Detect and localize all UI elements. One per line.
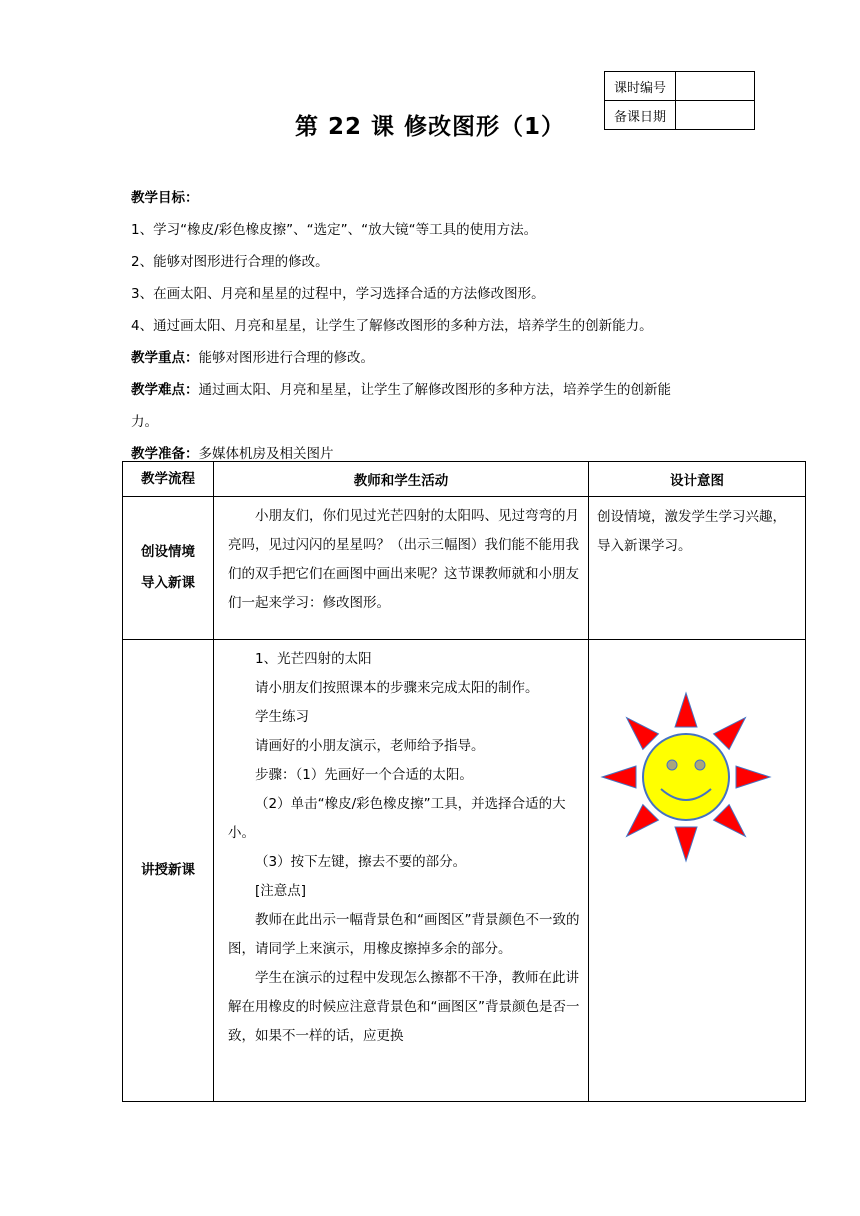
objectives-heading: 教学目标： bbox=[131, 190, 199, 206]
activity-cell bbox=[214, 640, 589, 1102]
difficulty-label: 教学难点： bbox=[131, 382, 199, 398]
activity-text: 小朋友们，你们见过光芒四射的太阳吗、见过弯弯的月亮吗，见过闪闪的星星吗？（出示三幅图）我们能不能用我们的双手把它们在画图中画出来呢？这节课教师就和小朋友们一起来学习：修改图形。 bbox=[228, 508, 579, 611]
difficulty bbox=[131, 374, 741, 406]
sun-left-eye bbox=[667, 760, 677, 770]
activity-line: （2）单击“橡皮/彩色橡皮擦”工具，并选择合适的大小。 bbox=[228, 796, 566, 841]
table-row bbox=[123, 497, 806, 640]
lesson-intro bbox=[131, 182, 741, 470]
page-title: 第 22 课 修改图形（1） bbox=[294, 114, 566, 140]
header-design: 设计意图 bbox=[589, 462, 806, 497]
sun-face bbox=[643, 734, 729, 820]
sun-ray bbox=[627, 805, 659, 837]
sun-ray bbox=[602, 766, 636, 788]
key-point-label: 教学重点： bbox=[131, 350, 199, 366]
stage-line: 导入新课 bbox=[141, 575, 195, 591]
sun-ray bbox=[714, 718, 746, 750]
preparation-text: 多媒体机房及相关图片 bbox=[198, 446, 334, 462]
sun-ray bbox=[675, 693, 697, 727]
activity-line: 步骤：（1）先画好一个合适的太阳。 bbox=[255, 767, 473, 783]
header-stage: 教学流程 bbox=[123, 462, 214, 497]
sun-ray bbox=[627, 718, 659, 750]
activity-line: 教师在此出示一幅背景色和“画图区”背景颜色不一致的图，请同学上来演示，用橡皮擦掉多余的部分。 bbox=[228, 912, 580, 957]
header-activity: 教师和学生活动 bbox=[214, 462, 589, 497]
stage-cell: 讲授新课 bbox=[123, 640, 214, 1102]
difficulty-text: 通过画太阳、月亮和星星，让学生了解修改图形的多种方法，培养学生的创新能 bbox=[198, 382, 671, 398]
sun-ray bbox=[736, 766, 770, 788]
activity-line: [注意点] bbox=[255, 883, 307, 899]
activity-line: （3）按下左键，擦去不要的部分。 bbox=[255, 854, 467, 870]
activity-cell bbox=[214, 497, 589, 640]
design-cell: 创设情境，激发学生学习兴趣，导入新课学习。 bbox=[589, 497, 806, 640]
activity-line: 请小朋友们按照课本的步骤来完成太阳的制作。 bbox=[255, 680, 539, 696]
objective-item: 2、能够对图形进行合理的修改。 bbox=[131, 254, 329, 270]
objective-item: 1、学习“橡皮/彩色橡皮擦”、“选定”、“放大镜“等工具的使用方法。 bbox=[131, 222, 538, 238]
activity-line: 学生在演示的过程中发现怎么擦都不干净，教师在此讲解在用橡皮的时候应注意背景色和“画图区”背景颜色是否一致，如果不一样的话，应更换 bbox=[228, 970, 580, 1044]
sun-ray bbox=[714, 805, 746, 837]
lesson-no-label: 课时编号 bbox=[605, 72, 676, 101]
table-row bbox=[123, 640, 806, 1102]
lesson-flow-table bbox=[122, 461, 806, 1102]
objective-item: 4、通过画太阳、月亮和星星，让学生了解修改图形的多种方法，培养学生的创新能力。 bbox=[131, 318, 653, 334]
table-header-row bbox=[123, 462, 806, 497]
activity-line: 1、光芒四射的太阳 bbox=[255, 651, 372, 667]
activity-line: 学生练习 bbox=[255, 709, 309, 725]
objective-item: 3、在画太阳、月亮和星星的过程中，学习选择合适的方法修改图形。 bbox=[131, 286, 545, 302]
stage-cell bbox=[123, 497, 214, 640]
preparation-label: 教学准备： bbox=[131, 446, 199, 462]
sun-ray bbox=[675, 827, 697, 861]
prep-date-label: 备课日期 bbox=[605, 101, 676, 130]
sun-illustration bbox=[589, 640, 789, 880]
sun-image-cell bbox=[589, 640, 806, 1102]
sun-right-eye bbox=[695, 760, 705, 770]
lesson-no-value bbox=[676, 72, 755, 101]
activity-line: 请画好的小朋友演示，老师给予指导。 bbox=[255, 738, 485, 754]
difficulty-text-cont: 力。 bbox=[131, 414, 158, 430]
stage-line: 创设情境 bbox=[141, 544, 195, 560]
key-point bbox=[131, 342, 741, 374]
key-point-text: 能够对图形进行合理的修改。 bbox=[198, 350, 374, 366]
